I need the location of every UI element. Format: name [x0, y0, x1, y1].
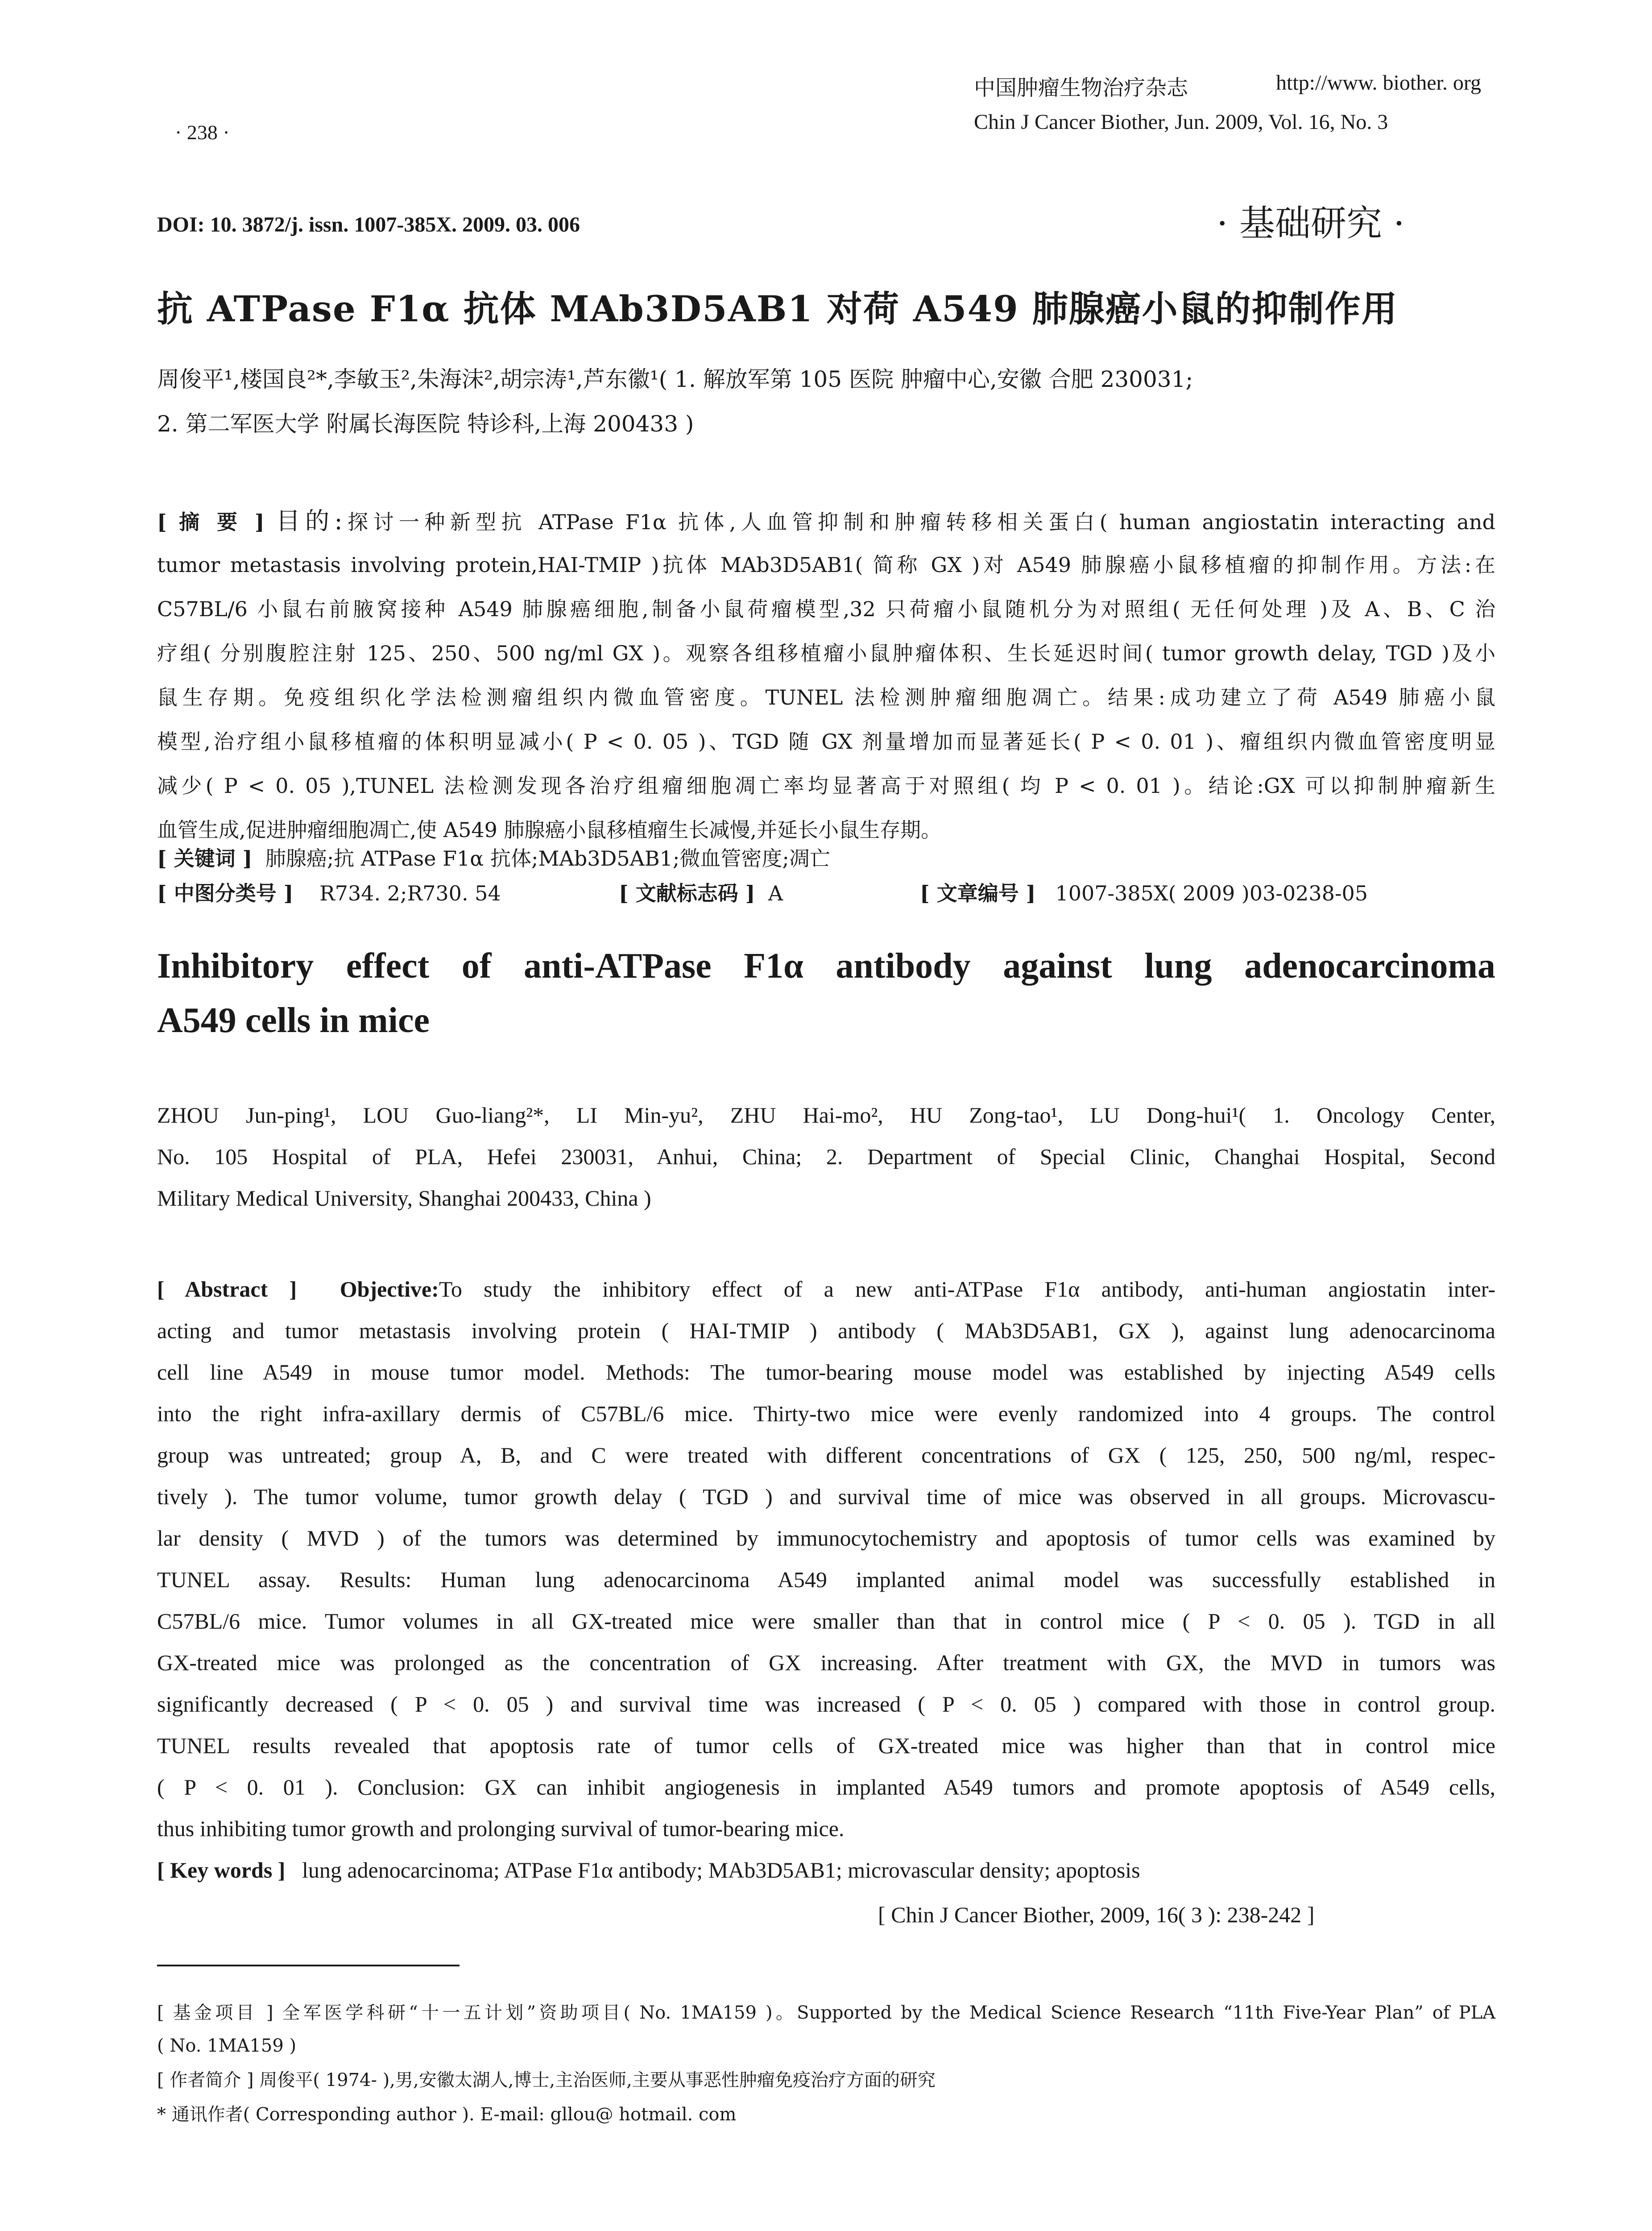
cn-objective-text: 探讨一种新型抗 ATPase F1α 抗体,人血管抑制和肿瘤转移相关蛋白( human angiostatin interacting and — [342, 510, 1495, 534]
en-objective-label: Objective: — [340, 1277, 439, 1302]
cn-clc — [157, 871, 501, 916]
en-affiliation-line: ZHOU Jun-ping¹, LOU Guo-liang²*, LI Min-yu², ZHU Hai-mo², HU Zong-tao¹, LU Dong-hui¹( 1. Oncology Center, — [157, 1103, 1495, 1128]
cn-doc-code-value: A — [768, 881, 783, 905]
cn-doc-code-label: [ 文献标志码 ] — [619, 881, 755, 905]
en-abstract-line: C57BL/6 mice. Tumor volumes in all GX-treated mice were smaller than that in control mice ( P < 0. 05 ). TGD in all — [157, 1609, 1495, 1634]
cn-abstract-label: [ 摘 要 ] — [157, 510, 265, 534]
en-abstract-line: acting and tumor metastasis involving protein ( HAI-TMIP ) antibody ( MAb3D5AB1, GX ), against lung adenocarcinoma — [157, 1318, 1495, 1343]
footnote-funding: [ 基金项目 ] 全军医学科研“十一五计划”资助项目( No. 1MA159 )。Supported by the Medical Science Research “11th Five-Year Plan” of PLA — [157, 2003, 1495, 2023]
cn-abstract-line: 鼠生存期。免疫组织化学法检测瘤组织内微血管密度。TUNEL 法检测肿瘤细胞凋亡。结果:成功建立了荷 A549 肺癌小鼠 — [157, 685, 1495, 709]
page-number: · 238 · — [175, 121, 230, 144]
en-abstract-line: TUNEL results revealed that apoptosis rate of tumor cells of GX-treated mice was higher than that in control mice — [157, 1733, 1495, 1758]
journal-name-en: Chin J Cancer Biother, Jun. 2009, Vol. 16, No. 3 — [974, 110, 1388, 134]
cn-keywords-text: 肺腺癌;抗 ATPase F1α 抗体;MAb3D5AB1;微血管密度;凋亡 — [265, 846, 830, 871]
en-title-line: Inhibitory effect of anti-ATPase F1α antibody against lung adenocarcinoma — [157, 946, 1495, 986]
en-abstract-line: significantly decreased ( P < 0. 05 ) and survival time was increased ( P < 0. 05 ) compared with those in control group. — [157, 1692, 1495, 1717]
cn-title: 抗 ATPase F1α 抗体 MAb3D5AB1 对荷 A549 肺腺癌小鼠的抑制作用 — [157, 288, 1398, 330]
cn-article-no-value: 1007-385X( 2009 )03-0238-05 — [1055, 881, 1368, 905]
footnote-corresponding: * 通讯作者( Corresponding author ). E-mail: gllou@ hotmail. com — [157, 2104, 737, 2125]
en-keywords — [157, 1849, 1495, 1891]
cn-abstract-line: tumor metastasis involving protein,HAI-TMIP )抗体 MAb3D5AB1( 简称 GX )对 A549 肺腺癌小鼠移植瘤的抑制作用。方法:在 — [157, 553, 1495, 577]
cn-clc-value: R734. 2;R730. 54 — [319, 881, 501, 905]
cn-abstract-line: 血管生成,促进肿瘤细胞凋亡,使 A549 肺腺癌小鼠移植瘤生长减慢,并延长小鼠生存期。 — [157, 818, 942, 842]
en-abstract-line: group was untreated; group A, B, and C were treated with different concentrations of GX ( 125, 250, 500 ng/ml, respec- — [157, 1443, 1495, 1468]
en-abstract-line: cell line A549 in mouse tumor model. Methods: The tumor-bearing mouse model was established by injecting A549 cells — [157, 1360, 1495, 1385]
en-objective-text: To study the inhibitory effect of a new anti-ATPase F1α antibody, anti-human angiostatin inter- — [439, 1277, 1496, 1302]
en-title-line: A549 cells in mice — [157, 1001, 430, 1040]
doi: DOI: 10. 3872/j. issn. 1007-385X. 2009. 03. 006 — [157, 213, 580, 236]
citation: [ Chin J Cancer Biother, 2009, 16( 3 ): 238-242 ] — [878, 1902, 1315, 1927]
footnote-author-bio: [ 作者简介 ] 周俊平( 1974- ),男,安徽太湖人,博士,主治医师,主要从事恶性肿瘤免疫治疗方面的研究 — [157, 2070, 936, 2090]
footnote-funding-cont: ( No. 1MA159 ) — [157, 2036, 297, 2056]
cn-article-no-label: [ 文章编号 ] — [920, 881, 1036, 905]
cn-keywords-label: [ 关键词 ] — [157, 846, 253, 871]
journal-url: http://www. biother. org — [1276, 71, 1481, 95]
en-abstract-label: [ Abstract ] — [157, 1277, 297, 1302]
cn-abstract-line: 模型,治疗组小鼠移植瘤的体积明显减小( P < 0. 05 )、TGD 随 GX 剂量增加而显著延长( P < 0. 01 )、瘤组织内微血管密度明显 — [157, 730, 1495, 754]
cn-affiliation-line: 周俊平¹,楼国良²*,李敏玉²,朱海沫²,胡宗涛¹,芦东徽¹( 1. 解放军第 105 医院 肿瘤中心,安徽 合肥 230031; — [157, 366, 1193, 392]
cn-objective-label: 目的: — [276, 507, 343, 535]
en-affiliation-line: Military Medical University, Shanghai 200433, China ) — [157, 1186, 651, 1211]
cn-article-no — [920, 871, 1368, 916]
section-label: · 基础研究 · — [1217, 203, 1405, 244]
en-abstract-line: into the right infra-axillary dermis of C57BL/6 mice. Thirty-two mice were evenly randomized into 4 groups. The control — [157, 1401, 1495, 1426]
cn-abstract-line: C57BL/6 小鼠右前腋窝接种 A549 肺腺癌细胞,制备小鼠荷瘤模型,32 只荷瘤小鼠随机分为对照组( 无任何处理 )及 A、B、C 治 — [157, 597, 1495, 621]
en-affiliation-line: No. 105 Hospital of PLA, Hefei 230031, Anhui, China; 2. Department of Special Clinic, Changhai Hospital, Second — [157, 1144, 1495, 1169]
cn-abstract-line: 减少( P < 0. 05 ),TUNEL 法检测发现各治疗组瘤细胞凋亡率均显著高于对照组( 均 P < 0. 01 )。结论:GX 可以抑制肿瘤新生 — [157, 774, 1495, 798]
cn-abstract-line: 疗组( 分别腹腔注射 125、250、500 ng/ml GX )。观察各组移植瘤小鼠肿瘤体积、生长延迟时间( tumor growth delay, TGD )及小 — [157, 641, 1495, 665]
en-abstract-line: thus inhibiting tumor growth and prolonging survival of tumor-bearing mice. — [157, 1816, 845, 1841]
cn-abstract-first-line — [157, 499, 1495, 544]
cn-doc-code — [619, 871, 783, 916]
en-abstract-line: GX-treated mice was prolonged as the concentration of GX increasing. After treatment with GX, the MVD in tumors was — [157, 1650, 1495, 1675]
en-abstract-line: lar density ( MVD ) of the tumors was determined by immunocytochemistry and apoptosis of tumor cells was examined by — [157, 1526, 1495, 1551]
journal-name-cn: 中国肿瘤生物治疗杂志 — [974, 75, 1188, 100]
footnote-divider — [157, 1965, 460, 1966]
en-abstract-line: tively ). The tumor volume, tumor growth delay ( TGD ) and survival time of mice was observed in all groups. Microvascu- — [157, 1484, 1495, 1509]
en-abstract-line: ( P < 0. 01 ). Conclusion: GX can inhibit angiogenesis in implanted A549 tumors and promote apoptosis of A549 cells, — [157, 1775, 1495, 1800]
en-keywords-label: [ Key words ] — [157, 1858, 286, 1883]
en-abstract-line: TUNEL assay. Results: Human lung adenocarcinoma A549 implanted animal model was successfully established in — [157, 1567, 1495, 1592]
cn-affiliation-line: 2. 第二军医大学 附属长海医院 特诊科,上海 200433 ) — [157, 411, 694, 437]
en-keywords-text: lung adenocarcinoma; ATPase F1α antibody; MAb3D5AB1; microvascular density; apoptosis — [302, 1858, 1140, 1883]
cn-clc-label: [ 中图分类号 ] — [157, 881, 294, 905]
en-abstract-first-line — [157, 1269, 1495, 1310]
